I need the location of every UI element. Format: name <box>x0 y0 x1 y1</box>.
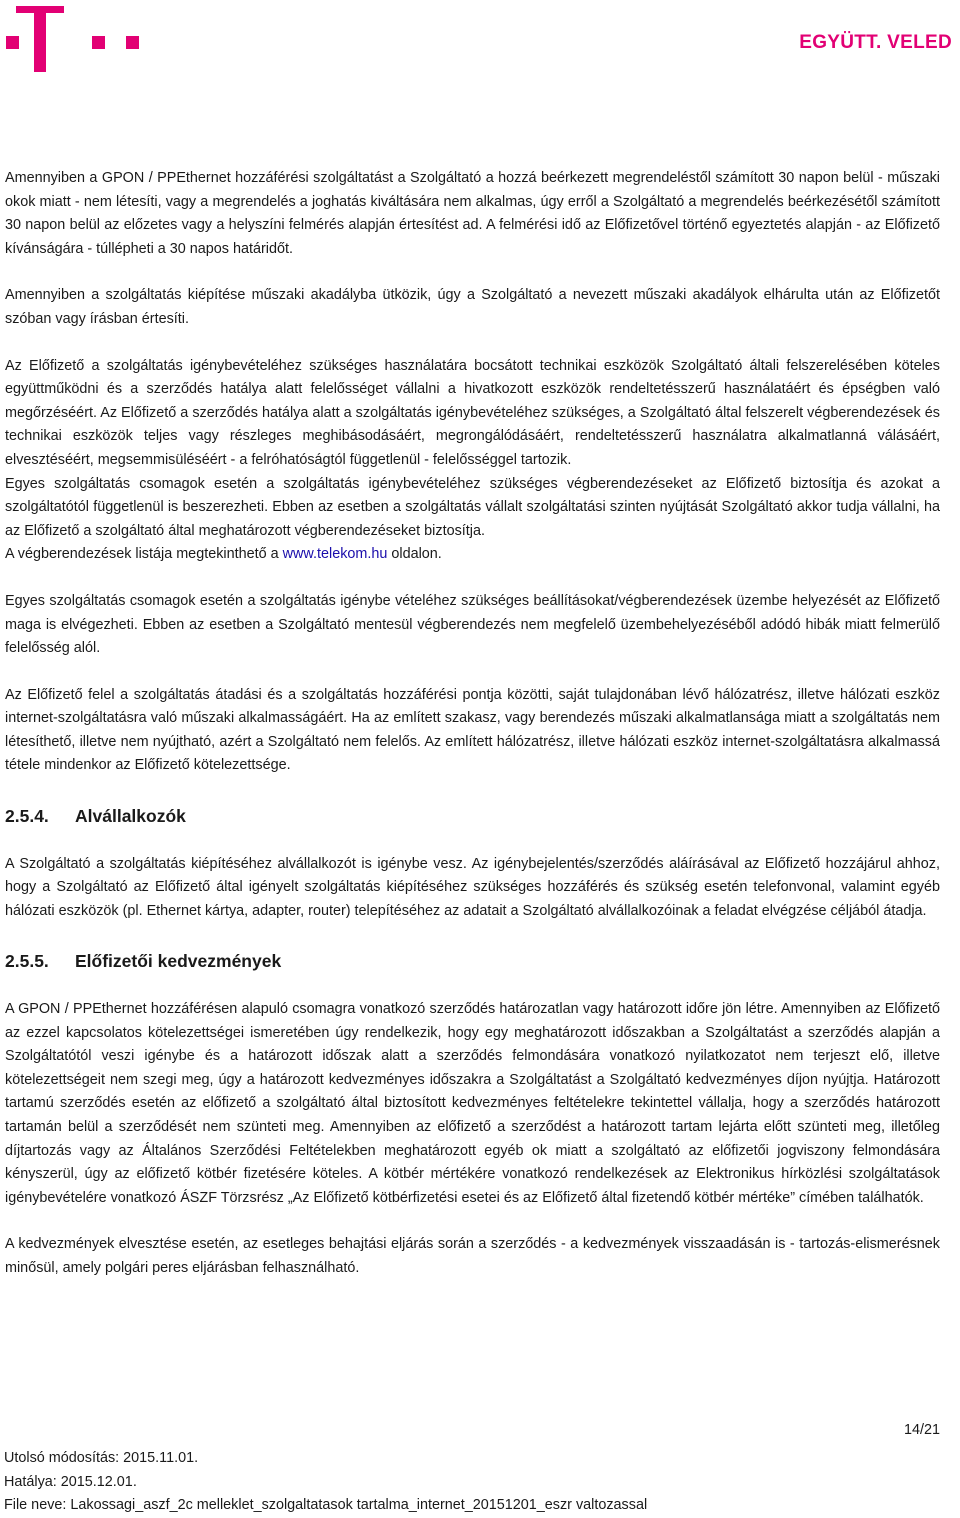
paragraph-with-link <box>5 543 940 567</box>
paragraph-text: A végberendezések listája megtekinthető a <box>5 546 283 563</box>
paragraph: Amennyiben a GPON / PPEthernet hozzáférési szolgáltatást a Szolgáltató a hozzá beérkezett megrendeléstől számított 30 napon belül - műszaki okok miatt - nem létesíti, vagy a megrendelés a joghatás kiváltására nem alkalmas, úgy erről a Szolgáltató a megrendelés beérkezésétől számított 30 napon belül az előzetes vagy a helyszíni felmérés alapján értesítést ad. A felmérési idő az Előfizetővel történő egyeztetés alapján - az Előfizető kívánságára - túllépheti a 30 napos határidőt. <box>5 170 940 257</box>
section-title: Előfizetői kedvezmények <box>75 951 282 972</box>
paragraph: A GPON / PPEthernet hozzáférésen alapuló csomagra vonatkozó szerződés határozatlan vagy határozott időre jön létre. Amennyiben az Előfizető az ezzel kapcsolatos kötelezettségei ismeretében úgy rendelkezik, hogy egy meghatározott időszakban a Szolgáltatást a szerződés alapján a Szolgáltatótól veszi igénybe és a határozott időszak alatt a szerződés felmondására vonatkozó nyilatkozatot nem terjeszt elő, illetve kötelezettségeit nem szegi meg, úgy a határozott kedvezményes időszakra a Szolgáltatást a Szolgáltató kedvezményes díjon nyújtja. Határozott tartamú szerződés esetén az előfizető a szolgáltató által biztosított kedvezményes feltételekre tekintettel vállalja, hogy a szerződés határozott tartamán belül a szerződését nem szünteti meg. Amennyiben az előfizető a szerződést a határozott tartam lejárta előtt szünteti meg, illetőleg díjtartozás vagy az Általános Szerződési Feltételekben meghatározott egyéb ok miatt a szolgáltató az előfizetői jogviszony felmondására kényszerül, úgy az előfizető kötbér fizetésére köteles. A kötbér mértékére vonatkozó rendelkezések az Elektronikus hírközlési szolgáltatások igénybevételére vonatkozó ÁSZF Törzsrész „Az Előfizető kötbérfizetési esetei és az Előfizető által fizetendő kötbér mértéke” címében találhatók. <box>5 1001 940 1206</box>
effective-date: Hatálya: 2015.12.01. <box>4 1473 137 1490</box>
brand-slogan: EGYÜTT. VELED <box>799 32 952 53</box>
paragraph: Egyes szolgáltatás csomagok esetén a szolgáltatás igénybevételéhez szükséges végberendezéseket az Előfizető biztosítja és azokat a szolgáltatótól függetlenül is beszerezheti. Ebben az esetben a szolgáltatás vállalt szolgáltatási szinten nyújtását Szolgáltató akkor tudja vállalni, ha az Előfizető a szolgáltató által meghatározott végberendezéseket biztosítja. <box>5 475 940 539</box>
paragraph: A Szolgáltató a szolgáltatás kiépítéséhez alvállalkozót is igénybe vesz. Az igénybejelentés/szerződés aláírásával az Előfizető hozzájárul ahhoz, hogy a Szolgáltató az Előfizető által igényelt szolgáltatás kiépítéséhez szükséges hozzáférés és szükség esetén telefonvonal, valamint egyéb hálózati eszközök (pl. Ethernet kártya, adapter, router) telepítéséhez az adatait a Szolgáltató alvállalkozóinak a feladat elvégzése céljából átadja. <box>5 855 940 919</box>
page-footer <box>4 1447 940 1518</box>
paragraph: A kedvezmények elvesztése esetén, az esetleges behajtási eljárás során a szerződés - a kedvezmények visszaadásán is - tartozás-elismerésnek minősül, amely polgári peres eljárásban felhasználható. <box>5 1236 940 1276</box>
last-modified: Utolsó módosítás: 2015.11.01. <box>4 1450 199 1466</box>
paragraph: Egyes szolgáltatás csomagok esetén a szolgáltatás igénybe vételéhez szükséges beállításokat/végberendezések üzembe helyezését az Előfizető maga is elvégezheti. Ebben az esetben a Szolgáltató mentesül végberendezés nem megfelelő üzembehelyezéséből adódó hibák miatt felmerülő felelősség alól. <box>5 592 940 657</box>
section-title: Alvállalkozók <box>75 806 186 827</box>
document-body <box>5 167 940 1281</box>
section-number: 2.5.5. <box>5 951 49 972</box>
section-heading-alvallalkozok <box>5 805 940 829</box>
page-number: 14/21 <box>903 1422 940 1438</box>
paragraph: Az Előfizető felel a szolgáltatás átadási és a szolgáltatás hozzáférési pontja közötti, saját tulajdonában lévő hálózatrész, illetve hálózati eszköz internet-szolgáltatásra való műszaki alkalmasságáért. Ha az említett szakasz, vagy berendezés műszaki alkalmatlansága miatt a szolgáltatás nem létesíthető, illetve nem nyújtható, azért a Szolgáltató nem felelős. Az említett hálózatrész, illetve hálózati eszköz internet-szolgáltatásra alkalmassá tétele mindenkor az Előfizető kötelezettsége. <box>5 686 940 774</box>
telekom-link[interactable]: www.telekom.hu <box>282 546 388 563</box>
section-heading-kedvezmenyek <box>5 950 940 974</box>
file-name: File neve: Lakossagi_aszf_2c melleklet_szolgaltatasok tartalma_internet_20151201_eszr valtozassal <box>4 1497 648 1514</box>
section-number: 2.5.4. <box>5 806 49 827</box>
paragraph: Amennyiben a szolgáltatás kiépítése műszaki akadályba ütközik, úgy a Szolgáltató a nevezett műszaki akadályok elhárulta után az Előfizetőt szóban vagy írásban értesíti. <box>5 287 940 327</box>
paragraph-text: oldalon. <box>387 546 442 563</box>
telekom-logo <box>6 6 146 72</box>
paragraph: Az Előfizető a szolgáltatás igénybevételéhez szükséges használatára bocsátott technikai eszközök Szolgáltató általi felszerelésében köteles együttműködni és a szerződés hatálya alatt felelősséget vállalni a hivatkozott eszközök rendeltetésszerű használatáért és épségben való megőrzéséért. Az Előfizető a szerződés hatálya alatt a szolgáltatás igénybevételéhez szükséges, a Szolgáltató által felszerelt végberendezések és technikai eszközök teljes vagy részleges meghibásodásáért, megrongálódásáért, rendeltetésszerű használatra alkalmatlanná válásáért, elvesztéséért, megsemmisüléséért - a felróhatóságtól függetlenül - felelősséggel tartozik. <box>5 357 940 468</box>
